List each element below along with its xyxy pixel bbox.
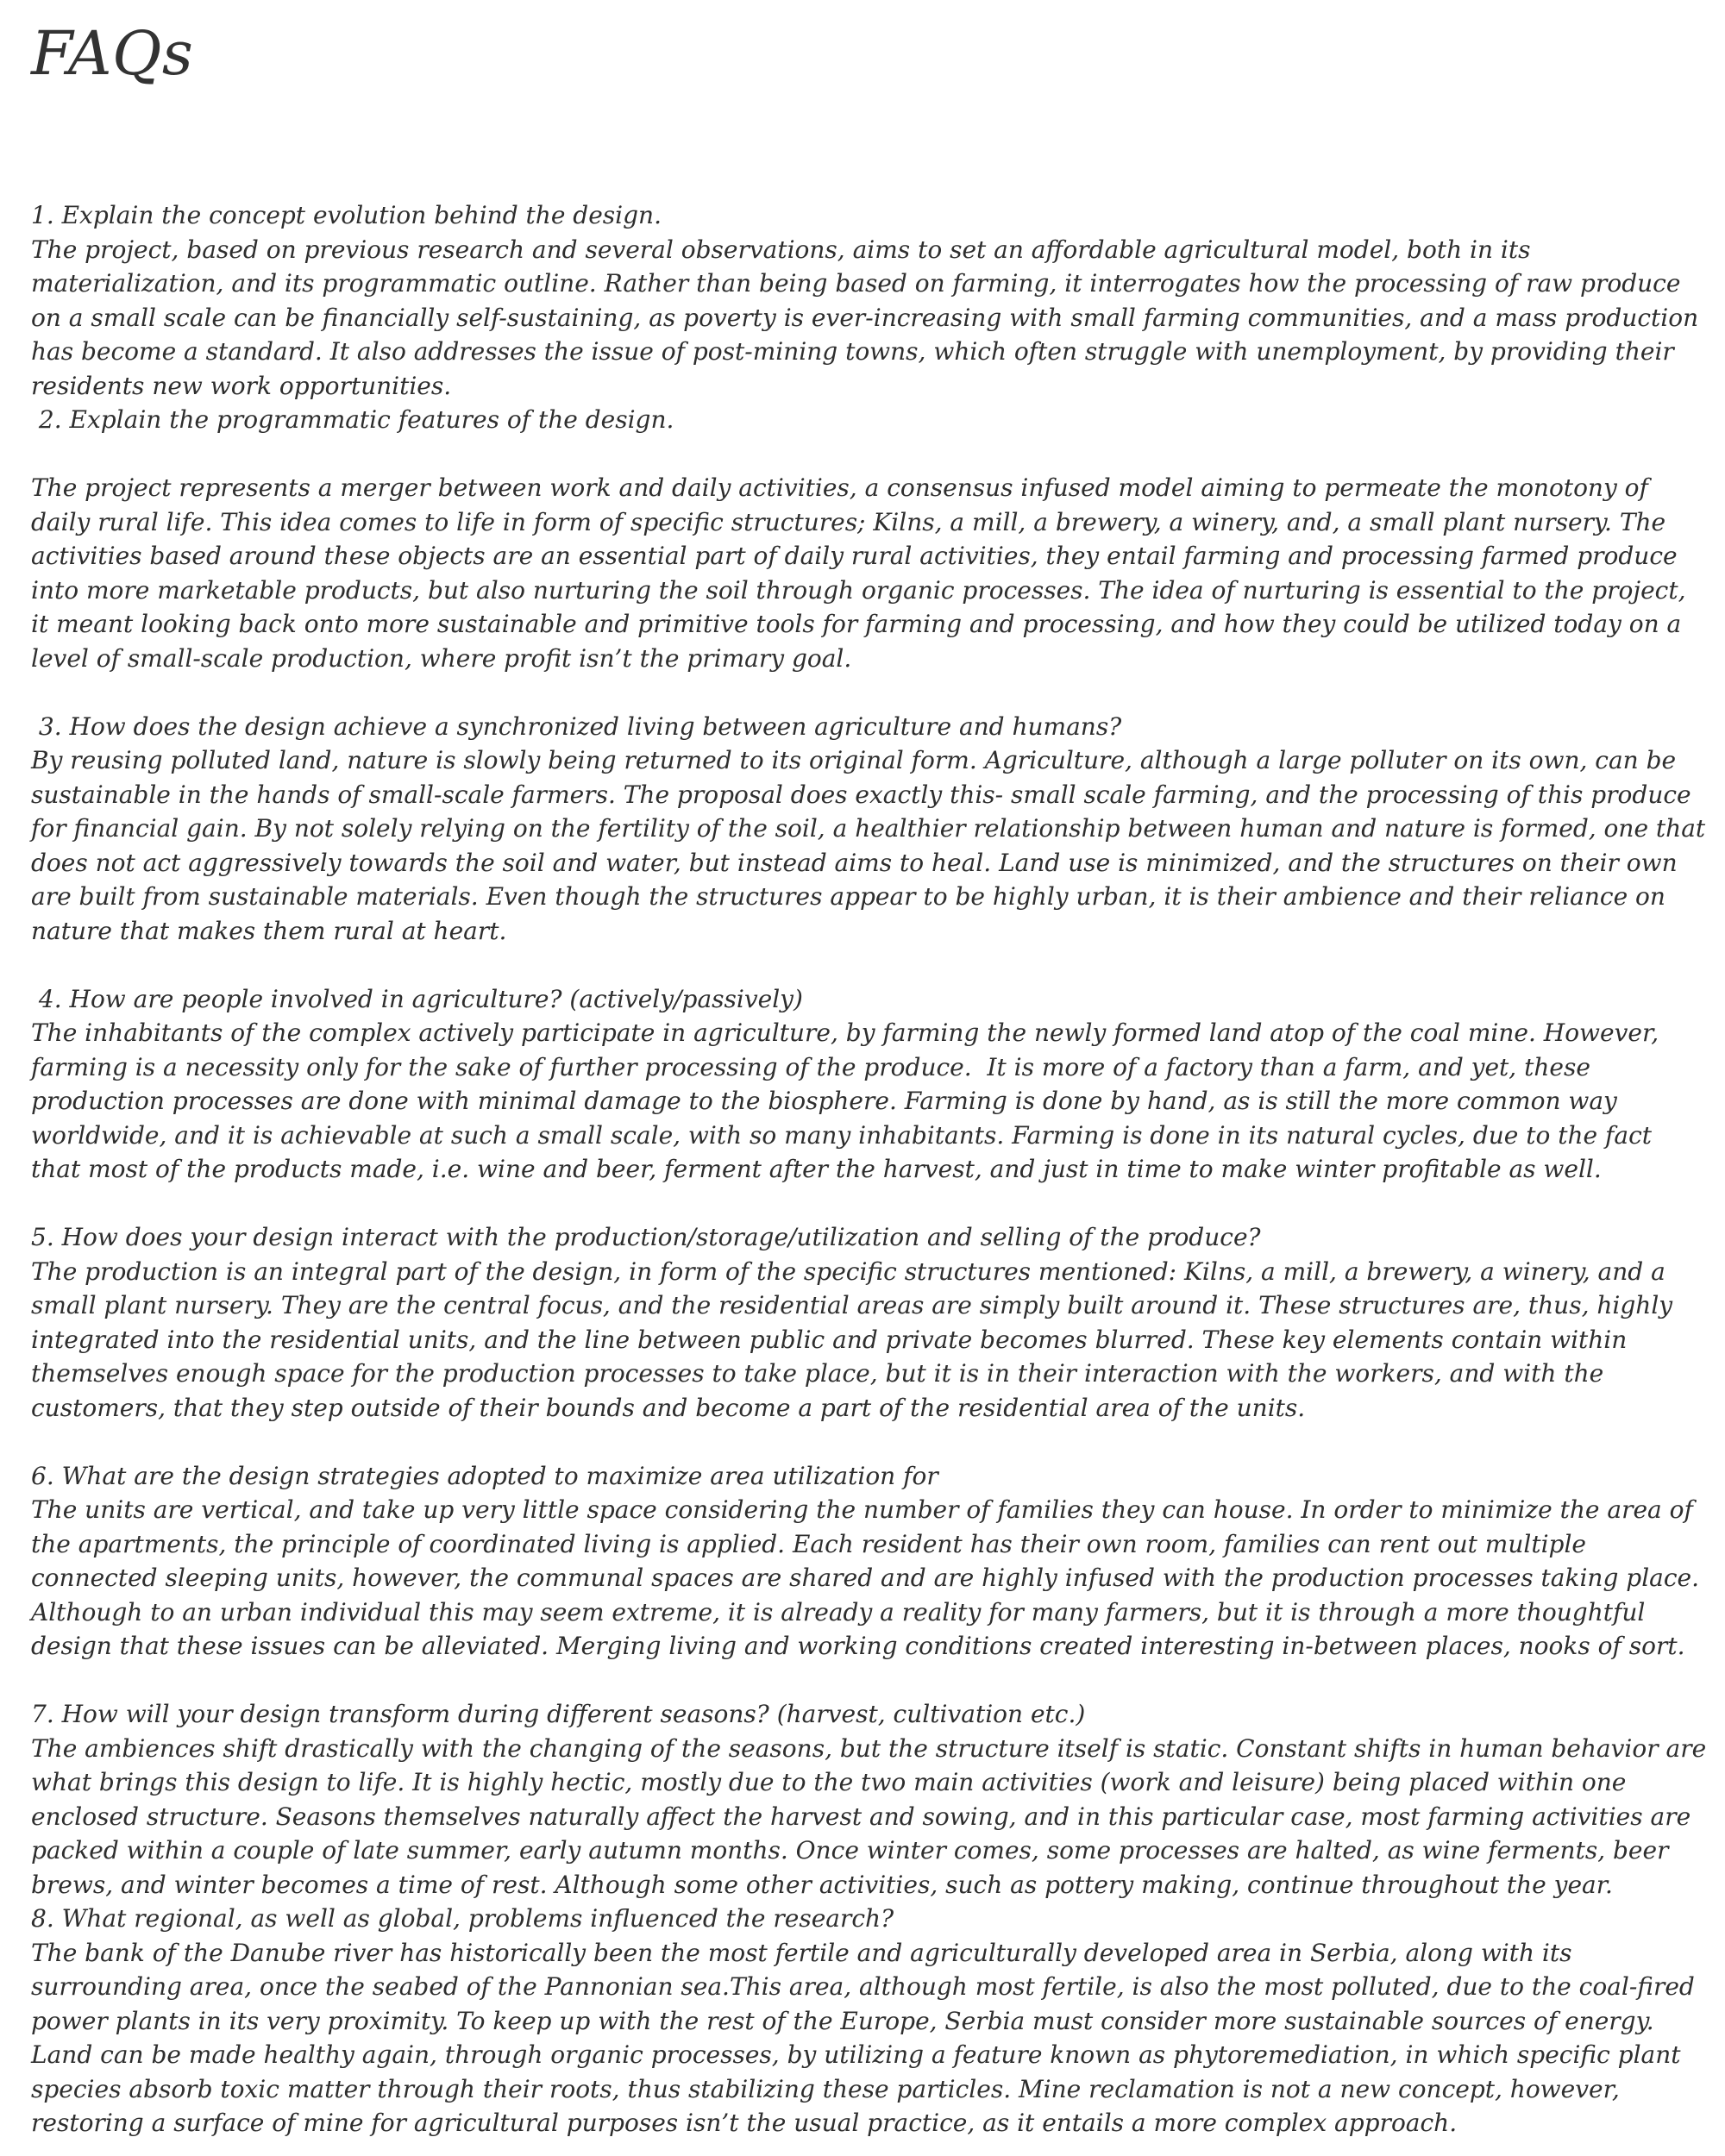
faq-item-1: [31, 198, 1709, 403]
blank-line: [31, 437, 1709, 472]
faq-answer: The ambiences shift drastically with the changing of the seasons, but the structure itself is static. Constant shifts in human behavior are what brings this design to life. It is highly hectic, mostly due to the two main activities (work and leisure) being placed within one enclosed structure. Seasons themselves naturally affect the harvest and sowing, and in this particular case, most farming activities are packed within a couple of late summer, early autumn months. Once winter comes, some processes are halted, as wine ferments, beer brews, and winter becomes a time of rest. Although some other activities, such as pottery making, continue throughout the year.: [31, 1733, 1715, 1899]
blank-line: [31, 1425, 1709, 1459]
faq-question: 5. How does your design interact with the production/storage/utilization and selling of the produce?: [31, 1223, 1261, 1251]
faq-question: 6. What are the design strategies adopted to maximize area utilization for: [31, 1461, 938, 1490]
page-title: FAQs: [31, 18, 194, 89]
faq-question: 2. Explain the programmatic features of the design.: [31, 405, 674, 434]
faq-question: 1. Explain the concept evolution behind the design.: [31, 201, 662, 229]
blank-line: [31, 1664, 1709, 1698]
faq-question: 8. What regional, as well as global, problems influenced the research?: [31, 1904, 894, 1933]
faq-answer-continued: Although to an urban individual this may seem extreme, it is already a reality for many farmers, but it is through a more thoughtful design that these issues can be alleviated. Merging living and working conditions created interesting in-between places, nooks of sort.: [31, 1597, 1685, 1660]
faq-answer: The project, based on previous research and several observations, aims to set an affordable agricultural model, both in its materialization, and its programmatic outline. Rather than being based on farming, it interrogates how the processing of raw produce on a small scale can be financially self-sustaining, as poverty is ever-increasing with small farming communities, and a mass production has become a standard. It also addresses the issue of post-mining towns, which often struggle with unemployment, by providing their residents new work opportunities.: [31, 235, 1707, 400]
faq-answer: The bank of the Danube river has historically been the most fertile and agriculturally developed area in Serbia, along with its surrounding area, once the seabed of the Pannonian sea.This area, although most fertile, is also the most polluted, due to the coal-fired power plants in its very proximity. To keep up with the rest of the Europe, Serbia must consider more sustainable sources of energy. Land can be made healthy again, through organic processes, by utilizing a feature known as phytoremediation, in which specific plant species absorb toxic matter through their roots, thus stabilizing these particles. Mine reclamation is not a new concept, however, restoring a surface of mine for agricultural purposes isn’t the usual practice, as it entails a more complex approach.: [31, 1938, 1703, 2137]
faq-item-2: [31, 403, 1709, 675]
faq-answer: The units are vertical, and take up very little space considering the number of families they can house. In order to minimize the area of the apartments, the principle of coordinated living is applied. Each resident has their own room, families can rent out multiple connected sleeping units, however, the communal spaces are shared and are highly infused with the production processes taking place.: [31, 1495, 1701, 1592]
faq-item-4: [31, 982, 1709, 1187]
faq-list: [31, 198, 1715, 2140]
faq-item-5: [31, 1220, 1709, 1425]
faq-item-8: [31, 1902, 1709, 2140]
faq-question: 4. How are people involved in agriculture? (actively/passively): [31, 984, 803, 1013]
faq-item-3: [31, 710, 1714, 949]
faq-answer: The project represents a merger between work and daily activities, a consensus infused model aiming to permeate the monotony of daily rural life. This idea comes to life in form of specific structures; Kilns, a mill, a brewery, a winery, and, a small plant nursery. The activities based around these objects are an essential part of daily rural activities, they entail farming and processing farmed produce into more marketable products, but also nurturing the soil through organic processes. The idea of nurturing is essential to the project, it meant looking back onto more sustainable and primitive tools for farming and processing, and how they could be utilized today on a level of small-scale production, where profit isn’t the primary goal.: [31, 473, 1694, 673]
blank-line: [31, 675, 1709, 710]
faq-answer: The inhabitants of the complex actively participate in agriculture, by farming the newly formed land atop of the coal mine. However, farming is a necessity only for the sake of further processing of the produce. It is more of a factory than a farm, and yet, these production processes are done with minimal damage to the biosphere. Farming is done by hand, as is still the more common way worldwide, and it is achievable at such a small scale, with so many inhabitants. Farming is done in its natural cycles, due to the fact that most of the products made, i.e. wine and beer, ferment after the harvest, and just in time to make winter profitable as well.: [31, 1018, 1667, 1183]
blank-line: [31, 948, 1709, 982]
faq-item-6: [31, 1459, 1709, 1664]
faq-item-7: [31, 1697, 1715, 1902]
faq-question: 7. How will your design transform during different seasons? (harvest, cultivation etc.): [31, 1700, 1086, 1728]
faq-question: 3. How does the design achieve a synchronized living between agriculture and humans?: [31, 711, 1122, 741]
blank-line: [31, 1187, 1709, 1221]
faq-answer: By reusing polluted land, nature is slowly being returned to its original form. Agriculture, although a large polluter on its own, can be sustainable in the hands of small-scale farmers. The proposal does exactly this- small scale farming, and the processing of this produce for financial gain. By not solely relying on the fertility of the soil, a healthier relationship between human and nature is formed, one that does not act aggressively towards the soil and water, but instead aims to heal. Land use is minimized, and the structures on their own are built from sustainable materials. Even though the structures appear to be highly urban, it is their ambience and their reliance on nature that makes them rural at heart.: [31, 746, 1714, 945]
faq-answer: The production is an integral part of the design, in form of the specific structures mentioned: Kilns, a mill, a brewery, a winery, and a small plant nursery. They are the central focus, and the residential areas are simply built around it. These structures are, thus, highly integrated into the residential units, and the line between public and private becomes blurred. These key elements contain within themselves enough space for the production processes to take place, but it is in their interaction with the workers, and with the customers, that they step outside of their bounds and become a part of the residential area of the units.: [31, 1257, 1681, 1422]
